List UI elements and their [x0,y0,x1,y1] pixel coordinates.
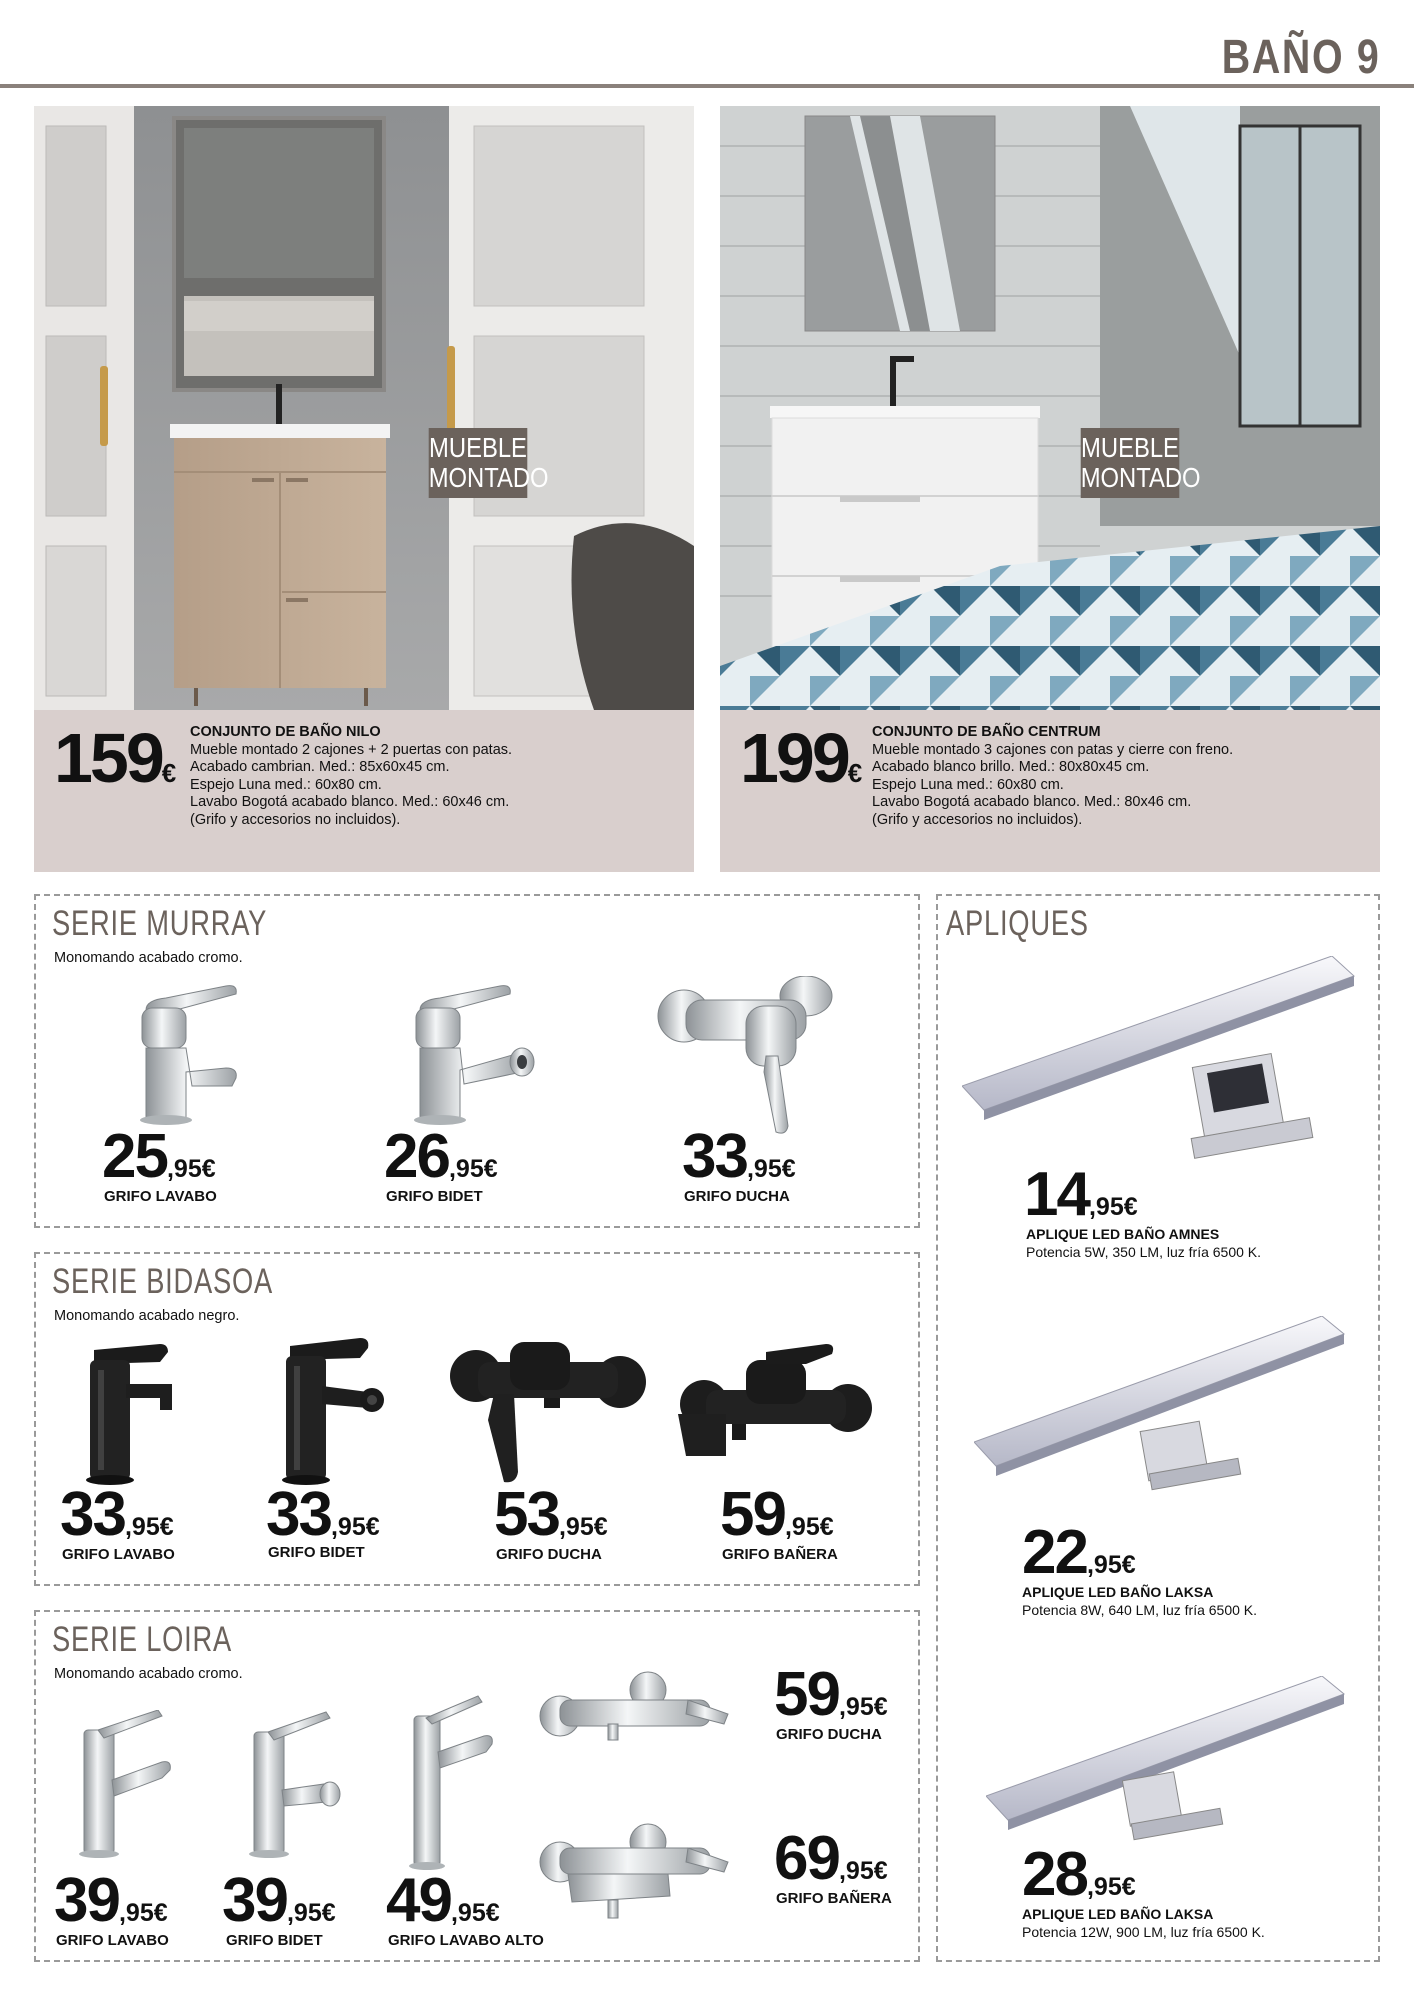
black-bidet-mixer-icon [260,1336,400,1490]
section-subtitle: Monomando acabado cromo. [54,1666,243,1682]
price-decimal: ,95€ [746,1155,796,1183]
price-integer: 33 [682,1122,747,1191]
chrome-shower-tap-icon [538,1664,738,1764]
black-bath-mixer-icon [676,1344,876,1484]
price-integer: 14 [1024,1160,1089,1229]
price [774,1824,888,1893]
product-label: GRIFO LAVABO [56,1932,169,1949]
serie-murray-section [34,894,920,1228]
desc-line: Espejo Luna med.: 60x80 cm. [872,776,1064,793]
chrome-shower-mixer-icon [656,976,846,1136]
product-title: CONJUNTO DE BAÑO CENTRUM [872,724,1101,740]
serie-loira-section [34,1610,920,1962]
price [1024,1160,1138,1229]
product-label: GRIFO BAÑERA [776,1890,892,1907]
nilo-product-photo [34,106,694,710]
product-card-centrum [720,106,1380,872]
price [384,1122,498,1191]
price-decimal: ,95€ [286,1899,336,1927]
price-decimal: ,95€ [1086,1551,1136,1579]
price [682,1122,796,1191]
price-decimal: ,95€ [118,1899,168,1927]
led-mirror-light-icon [974,1316,1354,1496]
led-mirror-light-icon [986,1676,1366,1846]
product-label: GRIFO DUCHA [684,1188,790,1205]
chrome-tall-basin-tap-icon [392,1692,502,1872]
apliques-section [936,894,1380,1962]
header-divider [0,84,1414,88]
product-description: Potencia 12W, 900 LM, luz fría 6500 K. [1022,1924,1265,1940]
price-currency: € [847,758,863,788]
section-subtitle: Monomando acabado cromo. [54,950,243,966]
desc-line: Lavabo Bogotá acabado blanco. Med.: 60x46 cm. [190,794,510,810]
chrome-basin-tap-icon [58,1710,178,1860]
price-integer: 28 [1022,1840,1087,1909]
black-shower-mixer-icon [448,1332,648,1502]
price-decimal: ,95€ [838,1857,888,1885]
product-label: GRIFO LAVABO ALTO [388,1932,544,1949]
price [774,1660,888,1729]
badge-line-1: MUEBLE [429,432,527,463]
price-integer: 59 [720,1480,785,1549]
price-integer: 59 [774,1660,839,1729]
price-integer: 39 [222,1866,287,1935]
price-integer: 25 [102,1122,167,1191]
price [1022,1518,1136,1587]
product-label: GRIFO BIDET [226,1932,323,1949]
section-title: SERIE LOIRA [52,1620,233,1659]
product-description: Potencia 5W, 350 LM, luz fría 6500 K. [1026,1244,1262,1260]
desc-line: Mueble montado 2 cajones + 2 puertas con patas. [190,741,513,758]
desc-line: Mueble montado 3 cajones con patas y cierre con freno. [872,741,1234,758]
product-card-nilo [34,106,694,872]
price [222,1866,336,1935]
product-label: APLIQUE LED BAÑO AMNES [1026,1226,1220,1242]
badge-line-2: MONTADO [1080,462,1201,493]
badge-line-2: MONTADO [428,462,549,493]
section-title: APLIQUES [946,904,1089,943]
price [102,1122,216,1191]
desc-line: (Grifo y accesorios no incluidos). [872,811,1083,828]
price [740,718,862,798]
section-title: SERIE MURRAY [52,904,268,943]
price-decimal: ,95€ [784,1513,834,1541]
serie-bidasoa-section [34,1252,920,1586]
price-integer: 33 [266,1480,331,1549]
product-title: CONJUNTO DE BAÑO NILO [190,724,381,740]
chrome-bidet-tap-icon [228,1710,348,1860]
chrome-bath-tap-icon [538,1822,738,1942]
chrome-basin-mixer-icon [106,980,256,1130]
price-decimal: ,95€ [166,1155,216,1183]
price-decimal: ,95€ [838,1693,888,1721]
product-description [190,724,512,829]
price-integer: 199 [740,719,848,797]
centrum-product-photo [720,106,1380,710]
price-decimal: ,95€ [558,1513,608,1541]
product-description: Potencia 8W, 640 LM, luz fría 6500 K. [1022,1602,1258,1618]
product-label: GRIFO DUCHA [776,1726,882,1743]
price-decimal: ,95€ [448,1155,498,1183]
price-integer: 33 [60,1480,125,1549]
mounted-badge [428,428,549,498]
price-decimal: ,95€ [1088,1193,1138,1221]
badge-line-1: MUEBLE [1081,432,1179,463]
price-integer: 26 [384,1122,449,1191]
price-decimal: ,95€ [450,1899,500,1927]
price [60,1480,174,1549]
desc-line: Espejo Luna med.: 60x80 cm. [190,776,382,793]
product-description [872,724,1233,829]
price-integer: 39 [54,1866,119,1935]
price [54,1866,168,1935]
price [494,1480,608,1549]
price-decimal: ,95€ [330,1513,380,1541]
price-integer: 53 [494,1480,559,1549]
desc-line: (Grifo y accesorios no incluidos). [190,811,401,828]
price [720,1480,834,1549]
desc-line: Acabado cambrian. Med.: 85x60x45 cm. [190,759,450,775]
black-basin-mixer-icon [60,1340,190,1490]
price-decimal: ,95€ [124,1513,174,1541]
product-label: GRIFO BAÑERA [722,1546,838,1563]
chrome-bidet-mixer-icon [386,980,546,1130]
mounted-badge [1080,428,1201,498]
price [266,1480,380,1549]
product-label: APLIQUE LED BAÑO LAKSA [1022,1584,1214,1600]
price [54,718,176,798]
product-label: GRIFO DUCHA [496,1546,602,1563]
price-integer: 49 [386,1866,451,1935]
price-integer: 159 [54,719,162,797]
product-label: GRIFO LAVABO [104,1188,217,1205]
price-integer: 69 [774,1824,839,1893]
price-decimal: ,95€ [1086,1873,1136,1901]
price [386,1866,500,1935]
desc-line: Acabado blanco brillo. Med.: 80x80x45 cm. [872,759,1150,775]
product-label: GRIFO BIDET [268,1544,365,1561]
product-label: GRIFO LAVABO [62,1546,175,1563]
section-subtitle: Monomando acabado negro. [54,1308,240,1324]
product-label: GRIFO BIDET [386,1188,483,1205]
led-mirror-light-icon [962,956,1362,1166]
price-integer: 22 [1022,1518,1087,1587]
price [1022,1840,1136,1909]
desc-line: Lavabo Bogotá acabado blanco. Med.: 80x46 cm. [872,794,1192,810]
product-label: APLIQUE LED BAÑO LAKSA [1022,1906,1214,1922]
price-currency: € [161,758,177,788]
page-title: BAÑO 9 [1221,31,1380,84]
section-title: SERIE BIDASOA [52,1262,274,1301]
